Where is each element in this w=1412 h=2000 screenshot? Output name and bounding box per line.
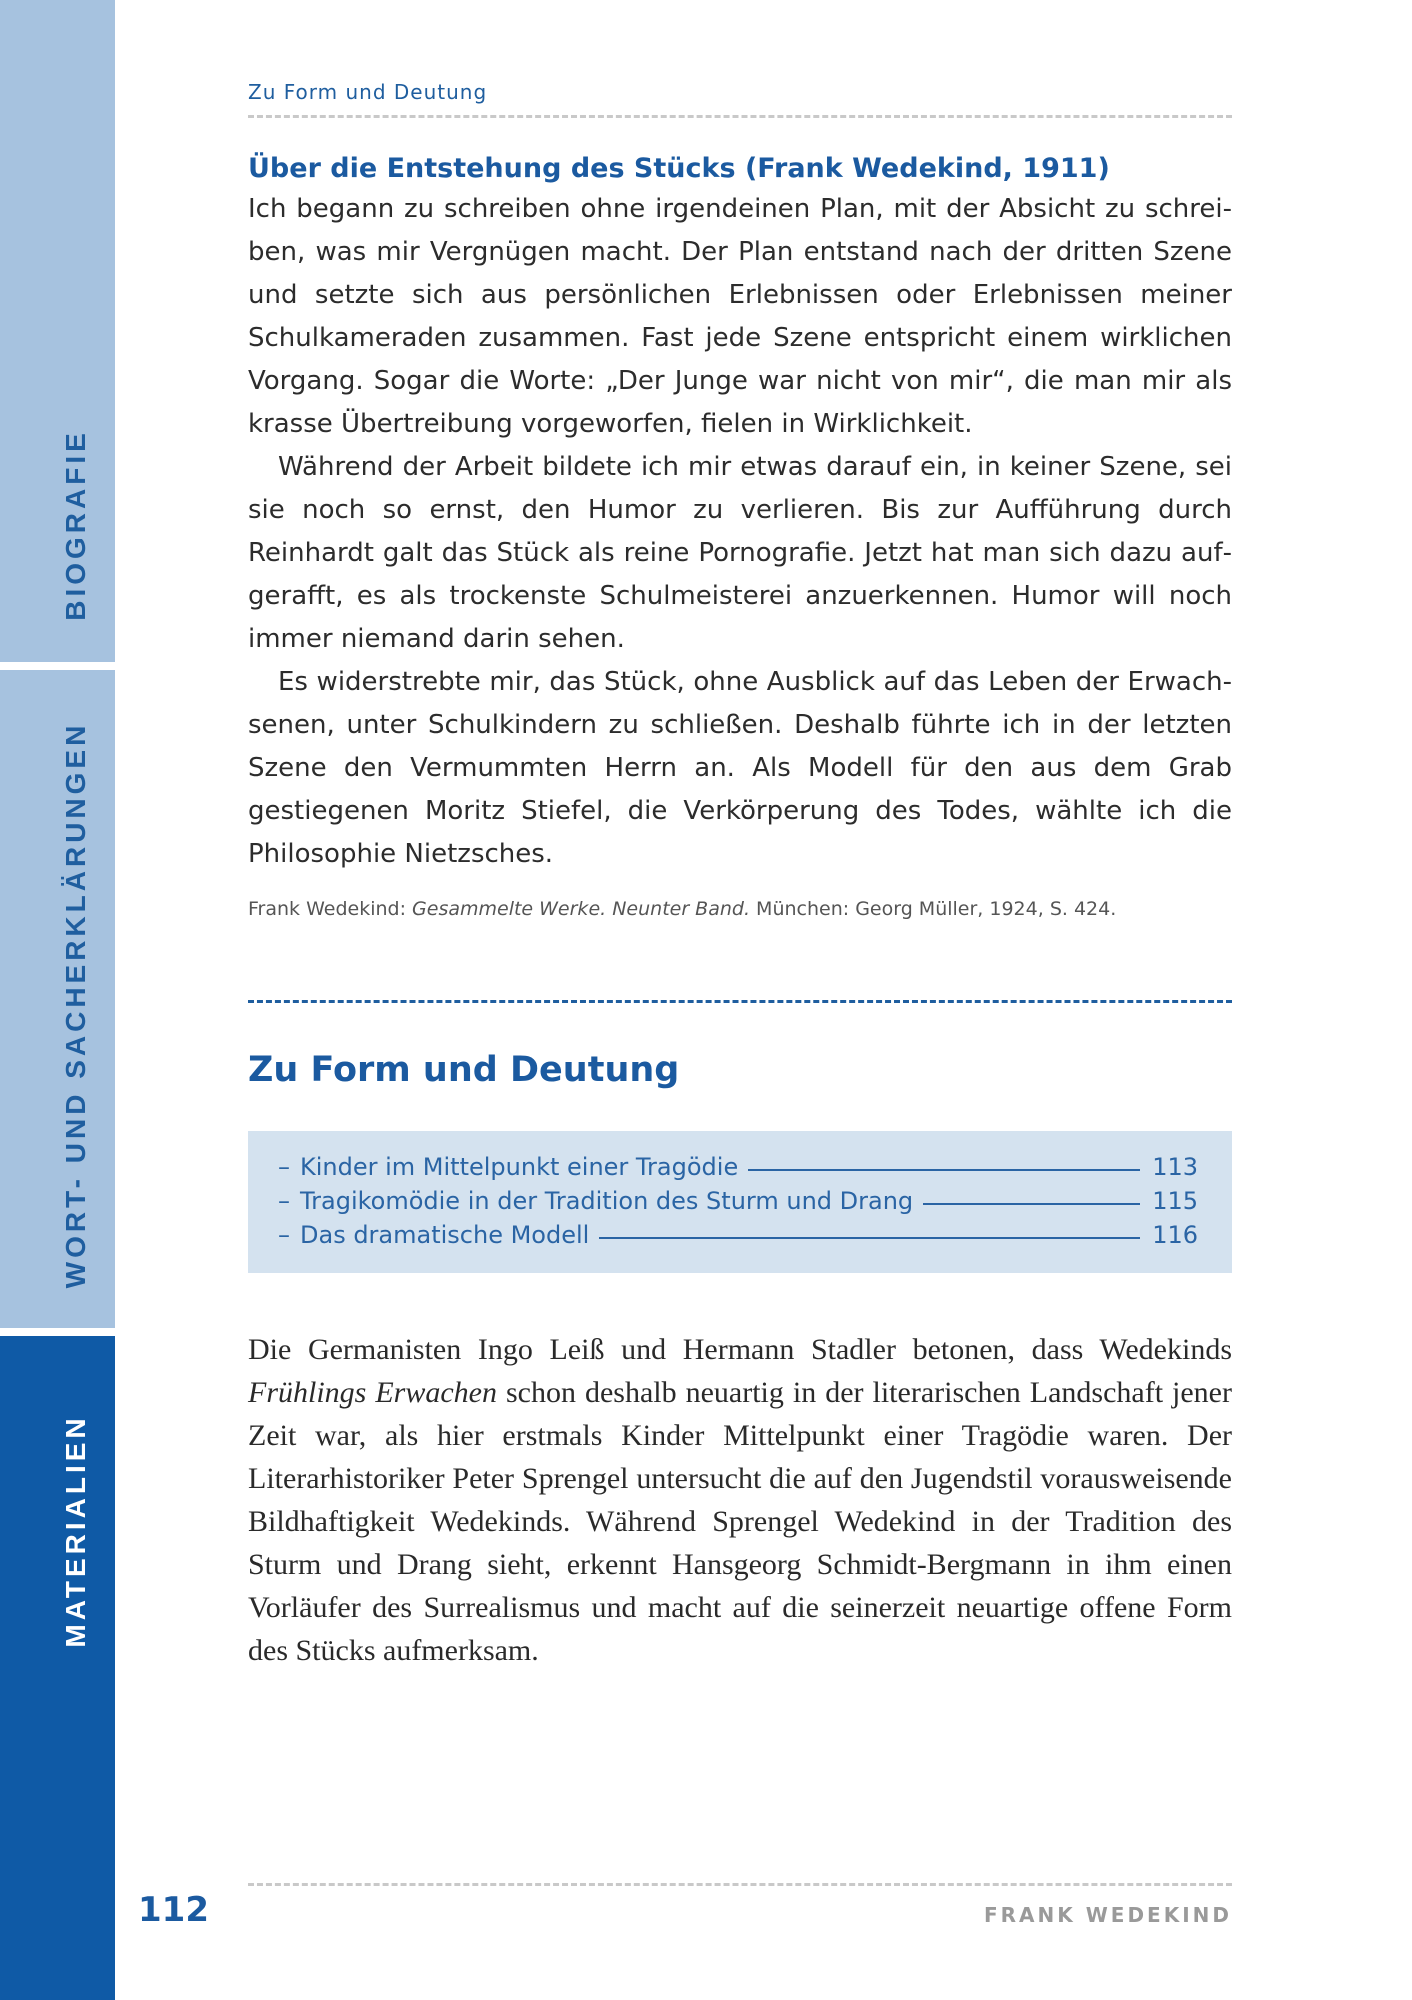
quote-source — [248, 896, 1232, 922]
quote-paragraph: Während der Arbeit bildete ich mir etwas darauf ein, in keiner Szene, sei sie noch so ernst, den Humor zu verlieren. Bis zur Aufführung durch Reinhardt galt das Stück als reine Pornografie. Jetzt hat man sich dazu aufgerafft, es als trockenste Schulmeisterei anzuerkennen. Humor will noch immer niemand darin sehen. — [248, 452, 1232, 654]
page-number: 112 — [138, 1890, 209, 1930]
toc-leader-line — [599, 1237, 1140, 1239]
header-divider — [248, 115, 1232, 118]
toc-dash: – — [278, 1153, 290, 1181]
toc-entry-label: Tragikomödie in der Tradition des Sturm und Drang — [300, 1187, 914, 1215]
quote-section — [248, 150, 1232, 922]
toc-dash: – — [278, 1221, 290, 1249]
footer-author: FRANK WEDEKIND — [983, 1903, 1232, 1927]
toc-leader-line — [923, 1203, 1140, 1205]
tab-biografie[interactable] — [0, 0, 115, 662]
chapter-sidebar — [0, 0, 115, 2000]
source-work-title: Gesammelte Werke. Neunter Band. — [412, 898, 751, 920]
running-header: Zu Form und Deutung — [248, 80, 488, 104]
tab-label-biografie: BIOGRAFIE — [60, 429, 91, 621]
quote-paragraph: Es widerstrebte mir, das Stück, ohne Ausblick auf das Leben der Erwachsenen, unter Schulkindern zu schließen. Deshalb führte ich in der letzten Szene den Vermummten Herrn an. Als Modell für den aus dem Grab gestiegenen Moritz Stiefel, die Verkörperung des Todes, wählte ich die Philosophie Nietzsches. — [248, 667, 1232, 869]
toc-entry-page: 116 — [1152, 1221, 1198, 1249]
tab-materialien[interactable] — [0, 1336, 115, 2000]
quote-paragraph: Ich begann zu schreiben ohne irgendeinen Plan, mit der Absicht zu schreiben, was mir Vergnügen macht. Der Plan entstand nach der dritten Szene und setzte sich aus persönlichen Erlebnissen oder Erlebnissen meiner Schulkameraden zusammen. Fast jede Szene entspricht einem wirklichen Vorgang. Sogar die Worte: „Der Junge war nicht von mir“, die man mir als krasse Übertreibung vorgeworfen, fielen in Wirklichkeit. — [248, 194, 1232, 439]
toc-dash: – — [278, 1187, 290, 1215]
body-work-title: Frühlings Erwachen — [248, 1376, 497, 1409]
toc-entry[interactable] — [278, 1187, 1198, 1221]
source-imprint: München: Georg Müller, 1924, S. 424. — [750, 898, 1117, 920]
tab-label-materialien: MATERIALIEN — [60, 1414, 91, 1648]
toc-entry[interactable] — [278, 1153, 1198, 1187]
body-text-start: Die Germanisten Ingo Leiß und Hermann Stadler betonen, dass Wedekinds — [248, 1333, 1232, 1366]
toc-entry[interactable] — [278, 1221, 1198, 1255]
section-divider — [248, 1000, 1232, 1003]
toc-leader-line — [748, 1169, 1140, 1171]
tab-label-wort-und-sacherklaerungen: WORT- UND SACHERKLÄRUNGEN — [60, 721, 91, 1289]
section-body-paragraph — [248, 1328, 1232, 1672]
source-author: Frank Wedekind: — [248, 898, 413, 920]
body-text-rest: schon deshalb neuartig in der literarischen Landschaft jener Zeit war, als hier erstmals Kinder Mittelpunkt einer Tragödie waren. Der Literarhistoriker Peter Sprengel untersucht die auf den Jugendstil vorausweisende Bildhaftigkeit Wedekinds. Während Sprengel Wedekind in der Tradition des Sturm und Drang sieht, erkennt Hansgeorg Schmidt-Bergmann in ihm einen Vorläufer des Surrealismus und macht auf die seinerzeit neuartige offene Form des Stücks aufmerksam. — [248, 1376, 1232, 1667]
toc-entry-page: 115 — [1152, 1187, 1198, 1215]
section-toc — [248, 1131, 1232, 1273]
toc-entry-label: Kinder im Mittelpunkt einer Tragödie — [300, 1153, 739, 1181]
toc-entry-label: Das dramatische Modell — [300, 1221, 590, 1249]
toc-entry-page: 113 — [1152, 1153, 1198, 1181]
tab-wort-und-sacherklaerungen[interactable] — [0, 670, 115, 1328]
section-title: Zu Form und Deutung — [248, 1050, 680, 1090]
footer-divider — [248, 1883, 1232, 1886]
quote-title: Über die Entstehung des Stücks (Frank Wedekind, 1911) — [248, 153, 1110, 184]
